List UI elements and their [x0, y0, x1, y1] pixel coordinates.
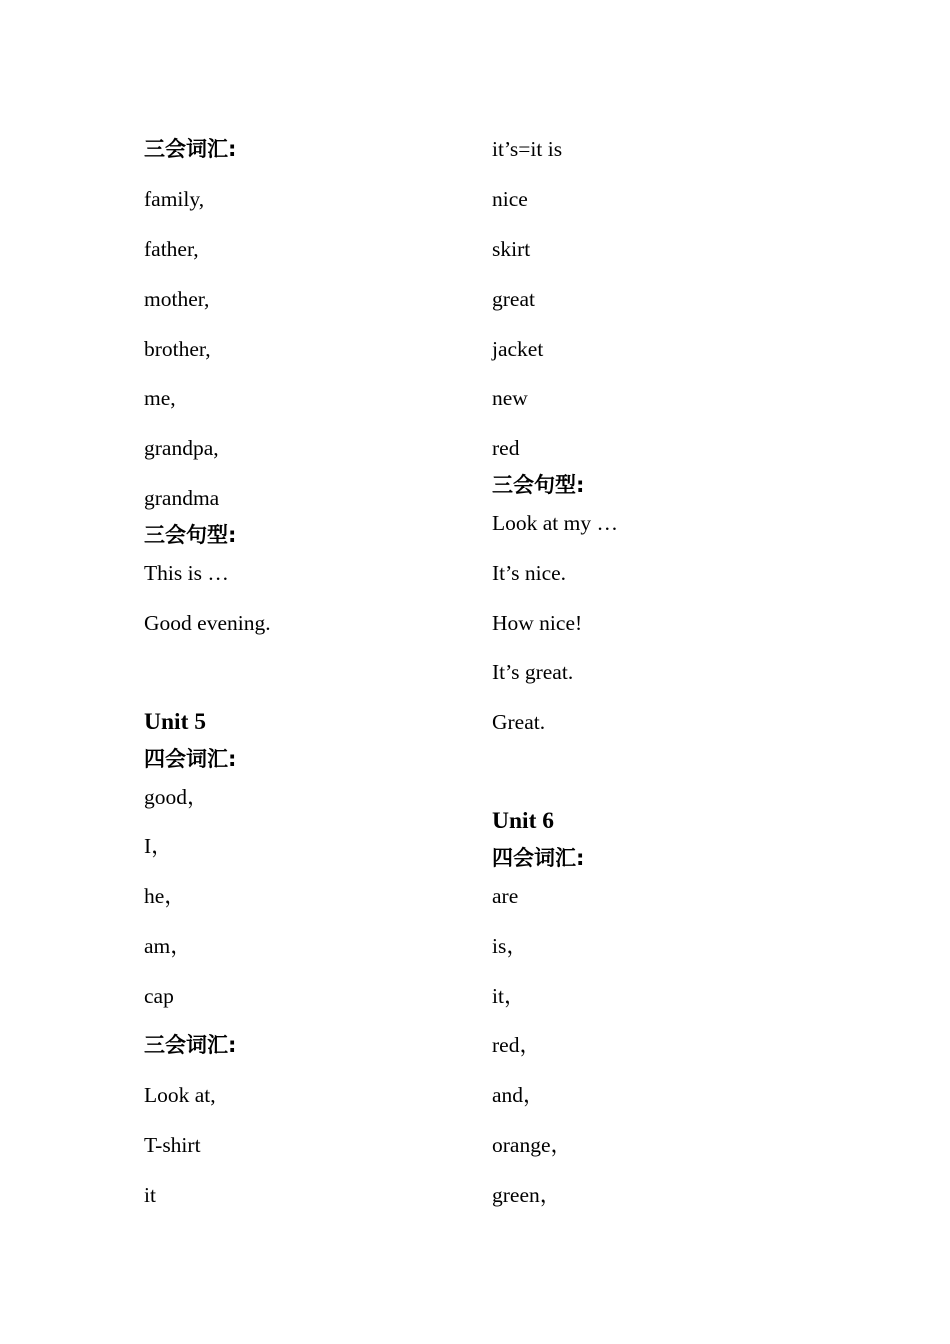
three-sentence-heading: 三会句型: [144, 523, 237, 547]
vocab-word: am， [144, 934, 192, 958]
vocab-word: red， [492, 1033, 541, 1057]
sentence-pattern: How nice! [492, 611, 583, 635]
vocab-word: good， [144, 785, 209, 809]
vocab-word: family, [144, 187, 205, 211]
vocab-word: great [492, 287, 535, 311]
vocab-word: it’s=it is [492, 137, 563, 161]
three-vocab-heading: 三会词汇: [144, 137, 237, 161]
vocab-word: cap [144, 984, 174, 1008]
vocab-word: mother, [144, 287, 210, 311]
sentence-pattern: It’s great. [492, 660, 574, 684]
three-vocab-heading: 三会词汇: [144, 1033, 237, 1057]
vocab-word: jacket [492, 337, 544, 361]
right-column [492, 0, 832, 1344]
sentence-pattern: This is … [144, 561, 229, 585]
sentence-pattern: Good evening. [144, 611, 271, 635]
vocab-word: grandma [144, 486, 220, 510]
vocab-word: nice [492, 187, 528, 211]
four-vocab-heading: 四会词汇: [144, 747, 237, 771]
vocab-word: skirt [492, 237, 531, 261]
vocab-word: green， [492, 1183, 562, 1207]
left-column [144, 0, 484, 1344]
sentence-pattern: It’s nice. [492, 561, 567, 585]
vocab-word: new [492, 386, 528, 410]
vocab-word: T-shirt [144, 1133, 201, 1157]
vocab-word: are [492, 884, 519, 908]
vocab-word: is， [492, 934, 528, 958]
sentence-pattern: Look at my … [492, 511, 618, 535]
vocab-word: it [144, 1183, 156, 1207]
vocab-word: he， [144, 884, 186, 908]
vocab-word: me, [144, 386, 176, 410]
unit-6-title: Unit 6 [492, 808, 555, 834]
vocab-word: brother, [144, 337, 211, 361]
three-sentence-heading: 三会句型: [492, 473, 585, 497]
vocab-word: Look at, [144, 1083, 216, 1107]
unit-5-title: Unit 5 [144, 709, 207, 735]
vocab-word: grandpa, [144, 436, 219, 460]
vocab-word: and， [492, 1083, 545, 1107]
vocab-word: red [492, 436, 520, 460]
vocab-word: father, [144, 237, 199, 261]
vocab-word: orange， [492, 1133, 572, 1157]
vocab-word: I， [144, 834, 173, 858]
vocab-word: it， [492, 984, 526, 1008]
sentence-pattern: Great. [492, 710, 546, 734]
four-vocab-heading: 四会词汇: [492, 846, 585, 870]
